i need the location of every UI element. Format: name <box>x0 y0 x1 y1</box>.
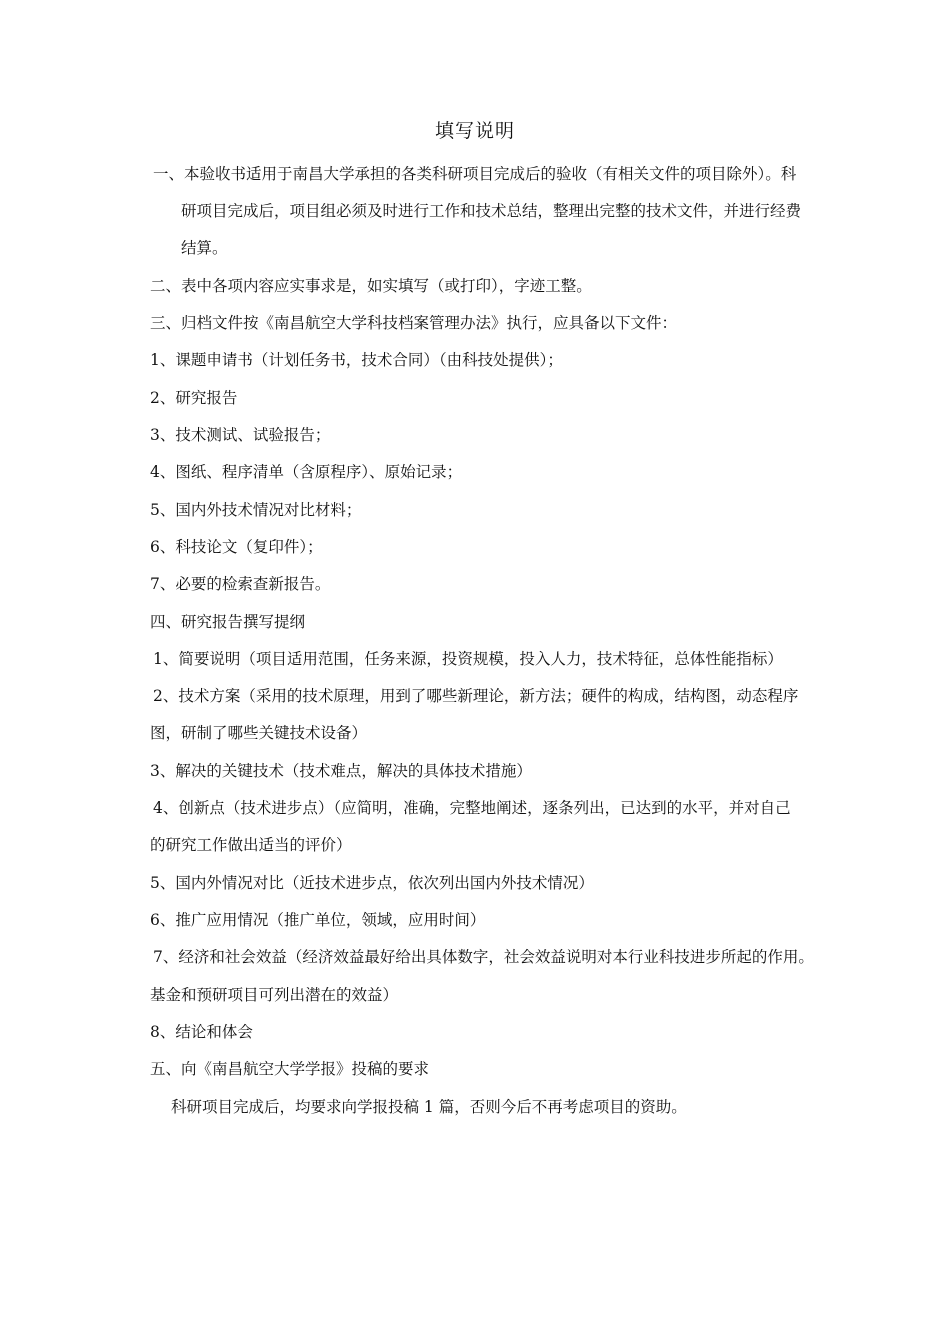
list-item: 的研究工作做出适当的评价） <box>150 836 352 854</box>
paragraph-line: 结算。 <box>181 239 228 257</box>
paragraph-line: 三、归档文件按《南昌航空大学科技档案管理办法》执行，应具备以下文件： <box>150 314 678 332</box>
list-item: 2、技术方案（采用的技术原理，用到了哪些新理论，新方法；硬件的构成，结构图，动态程序 <box>153 687 799 705</box>
list-item: 2、研究报告 <box>150 389 238 407</box>
list-item: 基金和预研项目可列出潜在的效益） <box>150 986 399 1004</box>
list-item: 7、经济和社会效益（经济效益最好给出具体数字，社会效益说明对本行业科技进步所起的作用。 <box>153 948 814 966</box>
paragraph-line: 二、表中各项内容应实事求是，如实填写（或打印），字迹工整。 <box>150 277 592 295</box>
section-heading: 五、向《南昌航空大学学报》投稿的要求 <box>150 1060 430 1078</box>
list-item: 5、国内外情况对比（近技术进步点，依次列出国内外技术情况） <box>150 874 594 892</box>
list-item: 6、科技论文（复印件）； <box>150 538 323 556</box>
list-item: 1、简要说明（项目适用范围，任务来源，投资规模，投入人力，技术特征，总体性能指标） <box>153 650 783 668</box>
list-item: 图，研制了哪些关键技术设备） <box>150 724 368 742</box>
list-item: 3、技术测试、试验报告； <box>150 426 331 444</box>
section-heading: 四、研究报告撰写提纲 <box>150 613 306 631</box>
list-item: 4、创新点（技术进步点）（应简明，准确，完整地阐述，逐条列出，已达到的水平，并对自己 <box>153 799 791 817</box>
page-title: 填写说明 <box>434 120 515 142</box>
list-item: 1、课题申请书（计划任务书，技术合同）（由科技处提供）； <box>150 351 563 369</box>
list-item: 5、国内外技术情况对比材料； <box>150 501 362 519</box>
list-item: 4、图纸、程序清单（含原程序）、原始记录； <box>150 463 463 481</box>
paragraph-line: 研项目完成后，项目组必须及时进行工作和技术总结，整理出完整的技术文件，并进行经费 <box>181 202 802 220</box>
list-item: 6、推广应用情况（推广单位，领域，应用时间） <box>150 911 486 929</box>
list-item: 3、解决的关键技术（技术难点，解决的具体技术措施） <box>150 762 532 780</box>
list-item: 8、结论和体会 <box>150 1023 253 1041</box>
list-item: 7、必要的检索查新报告。 <box>150 575 331 593</box>
paragraph-line: 科研项目完成后，均要求向学报投稿 1 篇，否则今后不再考虑项目的资助。 <box>171 1098 687 1116</box>
paragraph-line: 一、本验收书适用于南昌大学承担的各类科研项目完成后的验收（有相关文件的项目除外）。科 <box>153 165 797 183</box>
